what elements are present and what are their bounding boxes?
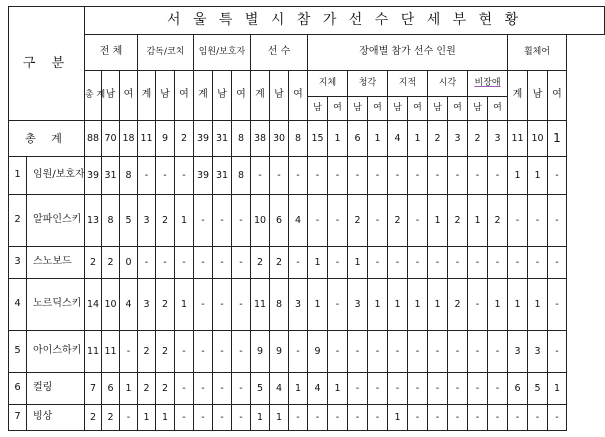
- visual-male-header: 남: [428, 97, 448, 121]
- wheelchair-female-header: 여: [548, 71, 567, 121]
- row-category: 스노보드: [27, 247, 85, 279]
- total-cell: 4: [388, 121, 408, 157]
- total-cell: 1: [548, 121, 567, 157]
- table-cell: 4: [270, 373, 289, 405]
- wheelchair-sum-header: 계: [508, 71, 528, 121]
- table-cell: -: [548, 157, 567, 195]
- athletes-male-header: 남: [270, 71, 289, 121]
- table-cell: -: [388, 157, 408, 195]
- table-cell: -: [388, 247, 408, 279]
- table-cell: 10: [251, 195, 270, 247]
- table-cell: -: [232, 279, 251, 331]
- table-cell: 2: [156, 331, 175, 373]
- row-number: 6: [9, 373, 27, 405]
- group-wheelchair: 휠체어: [508, 35, 567, 71]
- total-cell: 8: [289, 121, 308, 157]
- table-cell: -: [251, 157, 270, 195]
- table-cell: 1: [528, 157, 548, 195]
- table-cell: 2: [156, 195, 175, 247]
- table-cell: -: [488, 247, 508, 279]
- row-category: 빙상: [27, 405, 85, 431]
- table-cell: 9: [251, 331, 270, 373]
- table-cell: -: [328, 331, 348, 373]
- table-cell: 8: [102, 195, 120, 247]
- table-cell: 5: [120, 195, 138, 247]
- total-cell: 18: [120, 121, 138, 157]
- table-cell: 2: [488, 195, 508, 247]
- table-cell: -: [488, 157, 508, 195]
- disability-intellectual: 지적: [388, 71, 428, 97]
- table-cell: -: [328, 247, 348, 279]
- table-cell: -: [213, 195, 232, 247]
- table-cell: -: [488, 373, 508, 405]
- table-row: [9, 157, 605, 195]
- table-cell: -: [232, 405, 251, 431]
- hearing-female-header: 여: [368, 97, 388, 121]
- group-disability: 장애별 참가 선수 인원: [308, 35, 508, 71]
- table-cell: -: [308, 405, 328, 431]
- table-cell: -: [408, 157, 428, 195]
- delegation-table: [8, 6, 605, 431]
- table-cell: -: [508, 405, 528, 431]
- table-cell: 2: [448, 279, 468, 331]
- table-cell: -: [232, 373, 251, 405]
- table-cell: -: [348, 157, 368, 195]
- table-cell: -: [468, 331, 488, 373]
- total-cell: 1: [408, 121, 428, 157]
- table-cell: 6: [270, 195, 289, 247]
- table-cell: 2: [388, 195, 408, 247]
- table-cell: 2: [156, 373, 175, 405]
- table-cell: -: [120, 331, 138, 373]
- table-cell: -: [548, 279, 567, 331]
- table-cell: -: [175, 157, 194, 195]
- table-cell: -: [508, 195, 528, 247]
- total-female-header: 여: [120, 71, 138, 121]
- table-cell: -: [289, 331, 308, 373]
- table-cell: -: [348, 331, 368, 373]
- table-cell: 1: [408, 279, 428, 331]
- total-row: [9, 121, 605, 157]
- table-cell: -: [548, 331, 567, 373]
- table-cell: 5: [251, 373, 270, 405]
- table-cell: 1: [308, 279, 328, 331]
- table-cell: -: [194, 373, 213, 405]
- table-row: [9, 405, 605, 431]
- row-header: 구 분: [9, 7, 85, 121]
- table-cell: -: [308, 195, 328, 247]
- table-cell: 6: [102, 373, 120, 405]
- table-cell: 31: [213, 157, 232, 195]
- coach-female-header: 여: [175, 71, 194, 121]
- table-cell: -: [175, 405, 194, 431]
- group-athletes: 선 수: [251, 35, 308, 71]
- table-cell: 1: [308, 247, 328, 279]
- table-cell: 3: [138, 195, 156, 247]
- none-male-header: 남: [468, 97, 488, 121]
- total-male-header: 남: [102, 71, 120, 121]
- table-cell: -: [468, 279, 488, 331]
- physical-male-header: 남: [308, 97, 328, 121]
- table-cell: -: [213, 373, 232, 405]
- table-cell: 13: [85, 195, 102, 247]
- total-cell: 31: [213, 121, 232, 157]
- coach-male-header: 남: [156, 71, 175, 121]
- table-cell: 1: [251, 405, 270, 431]
- table-cell: -: [548, 195, 567, 247]
- athletes-sum-header: 계: [251, 71, 270, 121]
- table-cell: -: [408, 247, 428, 279]
- none-female-header: 여: [488, 97, 508, 121]
- hearing-male-header: 남: [348, 97, 368, 121]
- table-cell: -: [213, 331, 232, 373]
- disability-hearing: 청각: [348, 71, 388, 97]
- table-cell: -: [156, 247, 175, 279]
- table-cell: 2: [85, 405, 102, 431]
- total-cell: 1: [368, 121, 388, 157]
- table-cell: 3: [528, 331, 548, 373]
- table-cell: 1: [388, 405, 408, 431]
- table-cell: 1: [270, 405, 289, 431]
- table-row: [9, 279, 605, 331]
- table-cell: -: [448, 405, 468, 431]
- table-cell: 8: [120, 157, 138, 195]
- table-cell: -: [348, 373, 368, 405]
- table-cell: 7: [85, 373, 102, 405]
- table-cell: 1: [388, 279, 408, 331]
- table-cell: -: [428, 247, 448, 279]
- table-title: 서 울 특 별 시 참 가 선 수 단 세 부 현 황: [85, 7, 605, 35]
- table-cell: -: [368, 157, 388, 195]
- row-number: 5: [9, 331, 27, 373]
- table-cell: -: [328, 195, 348, 247]
- total-cell: 3: [488, 121, 508, 157]
- table-cell: 3: [348, 279, 368, 331]
- table-cell: 2: [102, 405, 120, 431]
- athletes-female-header: 여: [289, 71, 308, 121]
- table-row: [9, 195, 605, 247]
- total-cell: 30: [270, 121, 289, 157]
- table-cell: -: [428, 373, 448, 405]
- table-cell: -: [428, 405, 448, 431]
- table-cell: -: [289, 157, 308, 195]
- staff-male-header: 남: [213, 71, 232, 121]
- row-number: 7: [9, 405, 27, 431]
- row-number: 3: [9, 247, 27, 279]
- table-cell: 1: [508, 157, 528, 195]
- table-cell: -: [232, 195, 251, 247]
- physical-female-header: 여: [328, 97, 348, 121]
- table-cell: -: [232, 331, 251, 373]
- table-cell: 1: [508, 279, 528, 331]
- table-cell: -: [468, 405, 488, 431]
- table-cell: -: [328, 279, 348, 331]
- table-row: [9, 331, 605, 373]
- table-cell: -: [232, 247, 251, 279]
- table-cell: -: [368, 405, 388, 431]
- table-cell: 2: [156, 279, 175, 331]
- table-cell: -: [194, 279, 213, 331]
- staff-sum-header: 계: [194, 71, 213, 121]
- table-cell: -: [368, 247, 388, 279]
- total-cell: 88: [85, 121, 102, 157]
- table-cell: -: [448, 331, 468, 373]
- row-number: 1: [9, 157, 27, 195]
- intellectual-male-header: 남: [388, 97, 408, 121]
- table-cell: 1: [348, 247, 368, 279]
- table-cell: -: [175, 373, 194, 405]
- row-number: 4: [9, 279, 27, 331]
- total-cell: 11: [138, 121, 156, 157]
- table-cell: 1: [138, 405, 156, 431]
- table-cell: 39: [85, 157, 102, 195]
- staff-female-header: 여: [232, 71, 251, 121]
- group-coach: 감독/코치: [138, 35, 194, 71]
- table-cell: 2: [138, 331, 156, 373]
- table-cell: -: [408, 405, 428, 431]
- table-cell: 3: [138, 279, 156, 331]
- table-cell: 5: [528, 373, 548, 405]
- table-cell: -: [270, 157, 289, 195]
- table-cell: -: [194, 331, 213, 373]
- table-cell: 0: [120, 247, 138, 279]
- row-category: 노르딕스키: [27, 279, 85, 331]
- table-cell: 1: [328, 373, 348, 405]
- disability-none: 비장애: [468, 71, 508, 97]
- table-cell: 9: [308, 331, 328, 373]
- table-cell: -: [348, 405, 368, 431]
- table-cell: 2: [270, 247, 289, 279]
- total-cell: 9: [156, 121, 175, 157]
- total-cell: 39: [194, 121, 213, 157]
- table-cell: 31: [102, 157, 120, 195]
- total-cell: 11: [508, 121, 528, 157]
- table-cell: -: [156, 157, 175, 195]
- table-cell: 2: [251, 247, 270, 279]
- table-cell: 1: [468, 195, 488, 247]
- intellectual-female-header: 여: [408, 97, 428, 121]
- disability-visual: 시각: [428, 71, 468, 97]
- table-cell: 11: [102, 331, 120, 373]
- table-cell: 2: [138, 373, 156, 405]
- table-cell: 1: [120, 373, 138, 405]
- table-cell: 4: [120, 279, 138, 331]
- table-cell: -: [138, 157, 156, 195]
- total-cell: 15: [308, 121, 328, 157]
- total-cell: 8: [232, 121, 251, 157]
- table-cell: 8: [232, 157, 251, 195]
- table-cell: -: [289, 247, 308, 279]
- table-cell: 1: [488, 279, 508, 331]
- table-cell: 2: [348, 195, 368, 247]
- table-cell: -: [120, 405, 138, 431]
- table-cell: -: [138, 247, 156, 279]
- table-cell: 14: [85, 279, 102, 331]
- table-cell: 1: [428, 279, 448, 331]
- table-cell: -: [213, 279, 232, 331]
- table-cell: 2: [102, 247, 120, 279]
- table-cell: -: [448, 247, 468, 279]
- table-cell: 6: [508, 373, 528, 405]
- table-cell: -: [468, 247, 488, 279]
- table-cell: 9: [270, 331, 289, 373]
- table-cell: -: [388, 373, 408, 405]
- total-cell: 2: [428, 121, 448, 157]
- total-cell: 6: [348, 121, 368, 157]
- table-cell: -: [328, 405, 348, 431]
- table-cell: -: [194, 247, 213, 279]
- group-staff: 임원/보호자: [194, 35, 251, 71]
- table-cell: -: [175, 247, 194, 279]
- total-cell: 2: [175, 121, 194, 157]
- row-category: 컬링: [27, 373, 85, 405]
- table-cell: -: [548, 247, 567, 279]
- total-sum-header: 총 계: [85, 71, 102, 121]
- table-cell: -: [408, 331, 428, 373]
- table-cell: 3: [289, 279, 308, 331]
- table-cell: -: [368, 331, 388, 373]
- table-cell: 10: [102, 279, 120, 331]
- total-cell: 3: [448, 121, 468, 157]
- table-cell: 1: [175, 195, 194, 247]
- table-cell: -: [213, 247, 232, 279]
- table-cell: -: [468, 373, 488, 405]
- table-cell: 11: [251, 279, 270, 331]
- table-cell: -: [428, 331, 448, 373]
- table-cell: -: [175, 331, 194, 373]
- disability-physical: 지체: [308, 71, 348, 97]
- group-total: 전 체: [85, 35, 138, 71]
- table-cell: 1: [175, 279, 194, 331]
- table-cell: 39: [194, 157, 213, 195]
- table-cell: 4: [289, 195, 308, 247]
- table-cell: -: [368, 373, 388, 405]
- total-cell: 70: [102, 121, 120, 157]
- table-cell: -: [213, 405, 232, 431]
- table-cell: 4: [308, 373, 328, 405]
- table-cell: -: [328, 157, 348, 195]
- table-cell: -: [448, 373, 468, 405]
- table-cell: 2: [85, 247, 102, 279]
- table-cell: 2: [448, 195, 468, 247]
- total-row-label: 총 계: [9, 121, 85, 157]
- table-cell: -: [368, 195, 388, 247]
- table-row: [9, 247, 605, 279]
- table-cell: -: [194, 405, 213, 431]
- table-cell: -: [308, 157, 328, 195]
- table-cell: -: [408, 195, 428, 247]
- table-cell: -: [528, 247, 548, 279]
- table-cell: 8: [270, 279, 289, 331]
- total-cell: 2: [468, 121, 488, 157]
- table-cell: -: [548, 405, 567, 431]
- row-category: 임원/보호자: [27, 157, 85, 195]
- table-cell: -: [408, 373, 428, 405]
- table-cell: -: [488, 331, 508, 373]
- table-cell: -: [468, 157, 488, 195]
- table-cell: 1: [528, 279, 548, 331]
- total-cell: 1: [328, 121, 348, 157]
- table-cell: -: [528, 195, 548, 247]
- table-row: [9, 373, 605, 405]
- wheelchair-male-header: 남: [528, 71, 548, 121]
- visual-female-header: 여: [448, 97, 468, 121]
- table-cell: -: [194, 195, 213, 247]
- table-cell: 1: [428, 195, 448, 247]
- table-cell: -: [448, 157, 468, 195]
- table-cell: -: [508, 247, 528, 279]
- table-cell: -: [289, 405, 308, 431]
- table-cell: -: [488, 405, 508, 431]
- table-cell: 1: [548, 373, 567, 405]
- coach-sum-header: 계: [138, 71, 156, 121]
- row-number: 2: [9, 195, 27, 247]
- table-cell: 1: [368, 279, 388, 331]
- row-category: 알파인스키: [27, 195, 85, 247]
- table-cell: -: [388, 331, 408, 373]
- table-cell: 1: [289, 373, 308, 405]
- total-cell: 38: [251, 121, 270, 157]
- table-cell: 1: [156, 405, 175, 431]
- table-cell: 11: [85, 331, 102, 373]
- row-category: 아이스하키: [27, 331, 85, 373]
- table-cell: 3: [508, 331, 528, 373]
- table-cell: -: [528, 405, 548, 431]
- total-cell: 10: [528, 121, 548, 157]
- table-cell: -: [428, 157, 448, 195]
